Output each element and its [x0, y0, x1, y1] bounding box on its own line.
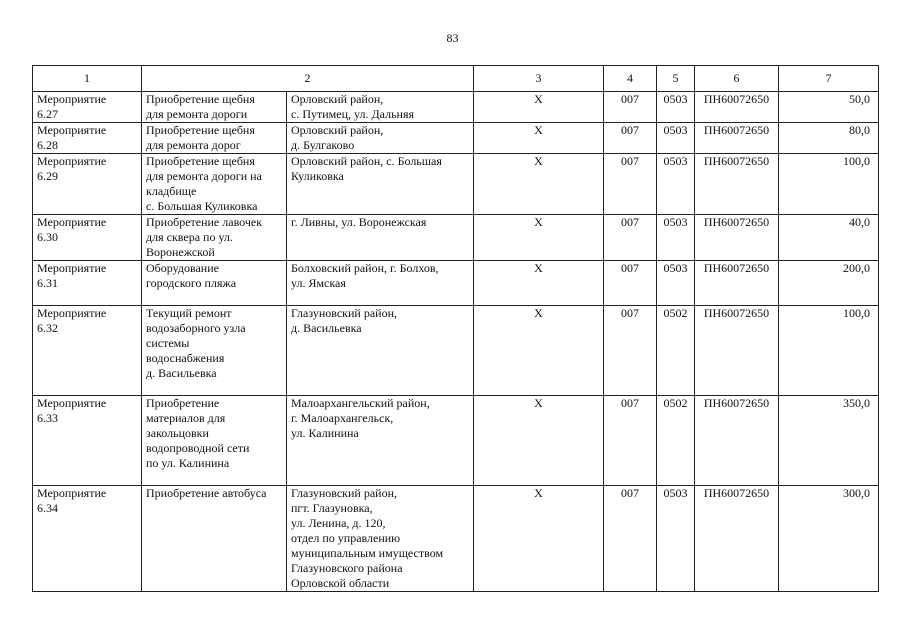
col7-cell: 200,0: [779, 261, 879, 306]
col5-cell: 0503: [657, 215, 695, 261]
col3-cell: Х: [474, 486, 604, 592]
address-cell: Глазуновский район, пгт. Глазуновка, ул. Ленина, д. 120, отдел по управлению муниципальным имуществом Глазуновского района Орловской области: [287, 486, 474, 592]
name-cell: Приобретение щебня для ремонта дорог: [142, 123, 287, 154]
name-cell: Приобретение щебня для ремонта дороги на кладбище с. Большая Куликовка: [142, 154, 287, 215]
event-cell: Мероприятие 6.27: [33, 92, 142, 123]
col3-cell: Х: [474, 92, 604, 123]
event-cell: Мероприятие 6.34: [33, 486, 142, 592]
col6-cell: ПН60072650: [695, 215, 779, 261]
table-row: [33, 306, 879, 396]
page-number: 83: [446, 31, 459, 45]
table-row: [33, 92, 879, 123]
event-cell: Мероприятие 6.29: [33, 154, 142, 215]
col5-cell: 0503: [657, 154, 695, 215]
table-row: [33, 154, 879, 215]
col6-cell: ПН60072650: [695, 486, 779, 592]
event-cell: Мероприятие 6.28: [33, 123, 142, 154]
event-cell: Мероприятие 6.32: [33, 306, 142, 396]
col4-cell: 007: [604, 123, 657, 154]
col7-cell: 350,0: [779, 396, 879, 486]
name-cell: Приобретение материалов для закольцовки водопроводной сети по ул. Калинина: [142, 396, 287, 486]
header-row: [33, 66, 879, 92]
col6-cell: ПН60072650: [695, 396, 779, 486]
col6-cell: ПН60072650: [695, 261, 779, 306]
address-cell: Орловский район, с. Большая Куликовка: [287, 154, 474, 215]
address-cell: Глазуновский район, д. Васильевка: [287, 306, 474, 396]
col5-cell: 0502: [657, 396, 695, 486]
address-cell: Болховский район, г. Болхов, ул. Ямская: [287, 261, 474, 306]
header-col-5: 5: [657, 66, 695, 92]
col3-cell: Х: [474, 306, 604, 396]
table-row: [33, 261, 879, 306]
col7-cell: 40,0: [779, 215, 879, 261]
col7-cell: 80,0: [779, 123, 879, 154]
header-col-7: 7: [779, 66, 879, 92]
table-row: [33, 486, 879, 592]
address-cell: Малоархангельский район, г. Малоархангельск, ул. Калинина: [287, 396, 474, 486]
table-row: [33, 215, 879, 261]
col7-cell: 100,0: [779, 154, 879, 215]
budget-table: [32, 65, 879, 592]
col3-cell: Х: [474, 123, 604, 154]
name-cell: Приобретение щебня для ремонта дороги: [142, 92, 287, 123]
col4-cell: 007: [604, 215, 657, 261]
col5-cell: 0503: [657, 123, 695, 154]
col5-cell: 0502: [657, 306, 695, 396]
col4-cell: 007: [604, 154, 657, 215]
header-col-4: 4: [604, 66, 657, 92]
col6-cell: ПН60072650: [695, 92, 779, 123]
header-col-1: 1: [33, 66, 142, 92]
table-row: [33, 396, 879, 486]
col3-cell: Х: [474, 261, 604, 306]
col4-cell: 007: [604, 261, 657, 306]
name-cell: Приобретение автобуса: [142, 486, 287, 592]
col4-cell: 007: [604, 92, 657, 123]
header-col-3: 3: [474, 66, 604, 92]
name-cell: Текущий ремонт водозаборного узла системы водоснабжения д. Васильевка: [142, 306, 287, 396]
col3-cell: Х: [474, 396, 604, 486]
col5-cell: 0503: [657, 92, 695, 123]
col7-cell: 300,0: [779, 486, 879, 592]
col7-cell: 100,0: [779, 306, 879, 396]
header-col-2: 2: [142, 66, 474, 92]
col5-cell: 0503: [657, 261, 695, 306]
col6-cell: ПН60072650: [695, 306, 779, 396]
col7-cell: 50,0: [779, 92, 879, 123]
address-cell: Орловский район, с. Путимец, ул. Дальняя: [287, 92, 474, 123]
address-cell: Орловский район, д. Булгаково: [287, 123, 474, 154]
table-row: [33, 123, 879, 154]
col5-cell: 0503: [657, 486, 695, 592]
col3-cell: Х: [474, 215, 604, 261]
col6-cell: ПН60072650: [695, 123, 779, 154]
col6-cell: ПН60072650: [695, 154, 779, 215]
col4-cell: 007: [604, 396, 657, 486]
name-cell: Приобретение лавочек для сквера по ул. Воронежской: [142, 215, 287, 261]
event-cell: Мероприятие 6.30: [33, 215, 142, 261]
event-cell: Мероприятие 6.33: [33, 396, 142, 486]
name-cell: Оборудование городского пляжа: [142, 261, 287, 306]
header-col-6: 6: [695, 66, 779, 92]
col4-cell: 007: [604, 486, 657, 592]
address-cell: г. Ливны, ул. Воронежская: [287, 215, 474, 261]
col4-cell: 007: [604, 306, 657, 396]
event-cell: Мероприятие 6.31: [33, 261, 142, 306]
col3-cell: Х: [474, 154, 604, 215]
